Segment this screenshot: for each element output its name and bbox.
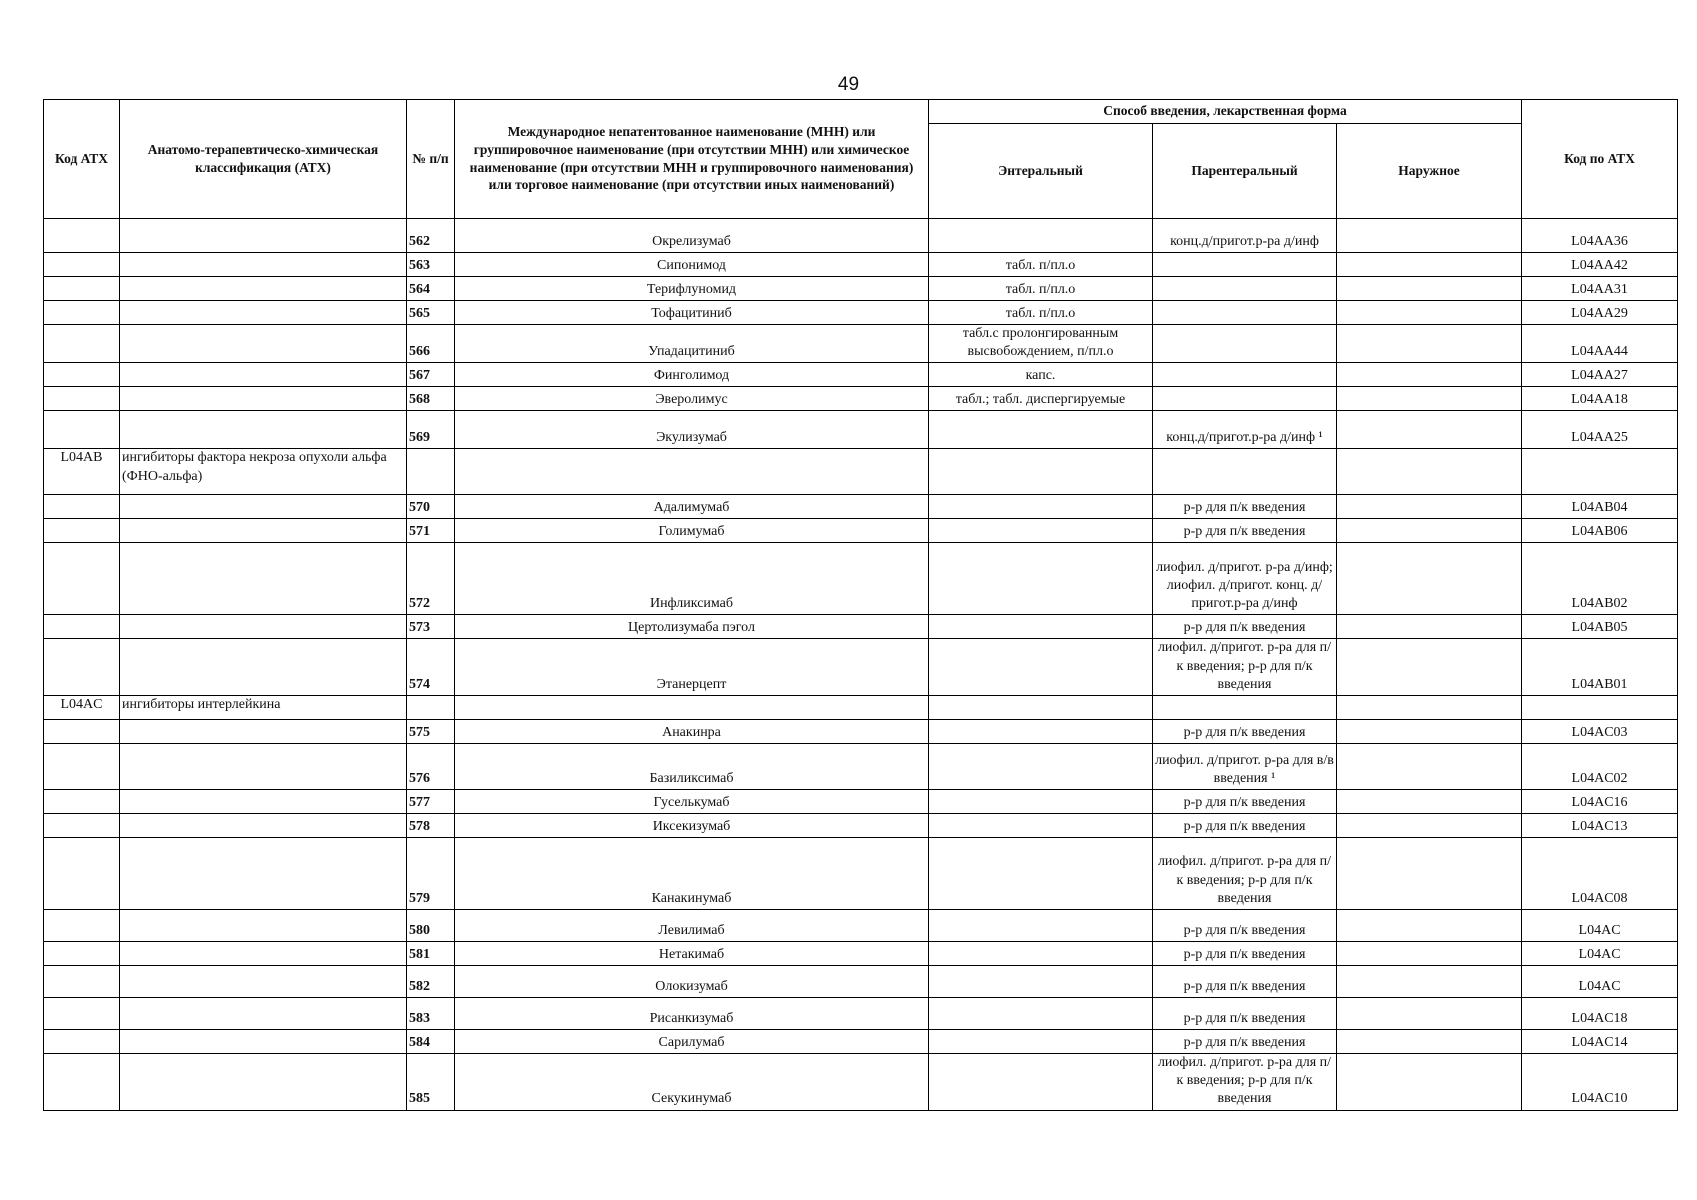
atx-group-code — [44, 639, 120, 696]
row-number: 579 — [407, 837, 455, 909]
enteral-form — [929, 449, 1153, 495]
atx-code: L04AC — [1522, 941, 1678, 965]
atx-group-name — [120, 363, 407, 387]
atx-group-name — [120, 615, 407, 639]
atx-code: L04AC02 — [1522, 743, 1678, 789]
atx-code: L04AB05 — [1522, 615, 1678, 639]
enteral-form — [929, 941, 1153, 965]
header-parenteral: Парентеральный — [1153, 124, 1337, 219]
enteral-form — [929, 519, 1153, 543]
enteral-form — [929, 1029, 1153, 1053]
external-form — [1337, 837, 1522, 909]
enteral-form — [929, 411, 1153, 449]
row-number: 562 — [407, 219, 455, 253]
external-form — [1337, 997, 1522, 1029]
external-form — [1337, 387, 1522, 411]
external-form — [1337, 615, 1522, 639]
row-number: 574 — [407, 639, 455, 696]
atx-code: L04AB04 — [1522, 495, 1678, 519]
parenteral-form — [1153, 363, 1337, 387]
row-number: 566 — [407, 325, 455, 363]
external-form — [1337, 219, 1522, 253]
parenteral-form: конц.д/пригот.р-ра д/инф ¹ — [1153, 411, 1337, 449]
drug-name: Эверолимус — [455, 387, 929, 411]
row-number: 569 — [407, 411, 455, 449]
external-form — [1337, 813, 1522, 837]
table-row — [44, 837, 1678, 909]
header-row-number: № п/п — [407, 100, 455, 219]
row-number: 567 — [407, 363, 455, 387]
enteral-form — [929, 813, 1153, 837]
drug-name — [455, 695, 929, 719]
header-atx-classification: Анатомо-терапевтическо-химическая классификация (АТХ) — [120, 100, 407, 219]
atx-group-name — [120, 639, 407, 696]
atx-code: L04AC13 — [1522, 813, 1678, 837]
parenteral-form — [1153, 695, 1337, 719]
drug-name: Окрелизумаб — [455, 219, 929, 253]
enteral-form: капс. — [929, 363, 1153, 387]
atx-group-name — [120, 519, 407, 543]
header-external: Наружное — [1337, 124, 1522, 219]
header-enteral: Энтеральный — [929, 124, 1153, 219]
drug-list-table — [43, 99, 1678, 1111]
atx-group-name — [120, 543, 407, 615]
table-row — [44, 639, 1678, 696]
external-form — [1337, 639, 1522, 696]
drug-name: Канакинумаб — [455, 837, 929, 909]
drug-name: Сипонимод — [455, 253, 929, 277]
row-number: 585 — [407, 1053, 455, 1110]
table-row — [44, 543, 1678, 615]
drug-name: Рисанкизумаб — [455, 997, 929, 1029]
parenteral-form: лиофил. д/пригот. р-ра для п/к введения; р-р для п/к введения — [1153, 837, 1337, 909]
atx-group-name — [120, 837, 407, 909]
atx-code: L04AA27 — [1522, 363, 1678, 387]
atx-code: L04AA42 — [1522, 253, 1678, 277]
enteral-form — [929, 495, 1153, 519]
parenteral-form: лиофил. д/пригот. р-ра для в/в введения ¹ — [1153, 743, 1337, 789]
drug-name: Олокизумаб — [455, 965, 929, 997]
atx-group-name — [120, 387, 407, 411]
parenteral-form: р-р для п/к введения — [1153, 909, 1337, 941]
external-form — [1337, 909, 1522, 941]
drug-name: Голимумаб — [455, 519, 929, 543]
table-row — [44, 997, 1678, 1029]
atx-group-name — [120, 1053, 407, 1110]
row-number: 571 — [407, 519, 455, 543]
header-drug-name: Международное непатентованное наименование (МНН) или группировочное наименование (при отсутствии МНН) или химическое наименование (при отсутствии МНН и группировочного наименования) или торговое наименование (при отсутствии иных наименований) — [455, 100, 929, 219]
parenteral-form: р-р для п/к введения — [1153, 965, 1337, 997]
atx-group-code — [44, 997, 120, 1029]
table-row — [44, 941, 1678, 965]
atx-group-name — [120, 325, 407, 363]
enteral-form — [929, 639, 1153, 696]
parenteral-form: р-р для п/к введения — [1153, 941, 1337, 965]
atx-group-code — [44, 941, 120, 965]
drug-name: Адалимумаб — [455, 495, 929, 519]
atx-group-code — [44, 813, 120, 837]
atx-code: L04AC — [1522, 965, 1678, 997]
atx-code: L04AC08 — [1522, 837, 1678, 909]
drug-name: Левилимаб — [455, 909, 929, 941]
enteral-form — [929, 615, 1153, 639]
table-row — [44, 387, 1678, 411]
drug-name: Терифлуномид — [455, 277, 929, 301]
atx-group-code — [44, 363, 120, 387]
atx-code: L04AA36 — [1522, 219, 1678, 253]
drug-name: Анакинра — [455, 719, 929, 743]
row-number: 572 — [407, 543, 455, 615]
atx-group-name — [120, 997, 407, 1029]
enteral-form — [929, 695, 1153, 719]
table-row — [44, 909, 1678, 941]
atx-group-code — [44, 543, 120, 615]
drug-name: Упадацитиниб — [455, 325, 929, 363]
external-form — [1337, 743, 1522, 789]
enteral-form: табл. п/пл.о — [929, 277, 1153, 301]
drug-name — [455, 449, 929, 495]
row-number: 564 — [407, 277, 455, 301]
atx-group-name — [120, 813, 407, 837]
parenteral-form — [1153, 449, 1337, 495]
table-row — [44, 789, 1678, 813]
atx-group-code — [44, 743, 120, 789]
external-form — [1337, 543, 1522, 615]
drug-name: Иксекизумаб — [455, 813, 929, 837]
atx-code: L04AC18 — [1522, 997, 1678, 1029]
parenteral-form: р-р для п/к введения — [1153, 1029, 1337, 1053]
external-form — [1337, 449, 1522, 495]
atx-group-name — [120, 411, 407, 449]
atx-group-name — [120, 301, 407, 325]
enteral-form — [929, 719, 1153, 743]
external-form — [1337, 1053, 1522, 1110]
atx-group-code — [44, 719, 120, 743]
atx-code: L04AC — [1522, 909, 1678, 941]
atx-code: L04AC14 — [1522, 1029, 1678, 1053]
atx-group-code — [44, 301, 120, 325]
enteral-form: табл. п/пл.о — [929, 253, 1153, 277]
table-row — [44, 325, 1678, 363]
external-form — [1337, 301, 1522, 325]
parenteral-form: лиофил. д/пригот. р-ра для п/к введения; р-р для п/к введения — [1153, 1053, 1337, 1110]
table-row — [44, 363, 1678, 387]
enteral-form — [929, 743, 1153, 789]
external-form — [1337, 519, 1522, 543]
parenteral-form: р-р для п/к введения — [1153, 615, 1337, 639]
drug-name: Инфликсимаб — [455, 543, 929, 615]
atx-group-code — [44, 909, 120, 941]
table-header — [44, 100, 1678, 219]
parenteral-form — [1153, 277, 1337, 301]
atx-group-name — [120, 719, 407, 743]
external-form — [1337, 789, 1522, 813]
table-body — [44, 219, 1678, 1111]
table-row — [44, 449, 1678, 495]
parenteral-form: р-р для п/к введения — [1153, 813, 1337, 837]
parenteral-form — [1153, 253, 1337, 277]
table-row — [44, 719, 1678, 743]
atx-group-name — [120, 1029, 407, 1053]
drug-name: Тофацитиниб — [455, 301, 929, 325]
parenteral-form: р-р для п/к введения — [1153, 519, 1337, 543]
table-row — [44, 495, 1678, 519]
atx-code: L04AC10 — [1522, 1053, 1678, 1110]
parenteral-form — [1153, 325, 1337, 363]
atx-group-name — [120, 789, 407, 813]
atx-code: L04AA44 — [1522, 325, 1678, 363]
table-row — [44, 743, 1678, 789]
enteral-form — [929, 909, 1153, 941]
atx-group-code — [44, 519, 120, 543]
parenteral-form: лиофил. д/пригот. р-ра д/инф; лиофил. д/пригот. конц. д/пригот.р-ра д/инф — [1153, 543, 1337, 615]
table-row — [44, 1029, 1678, 1053]
parenteral-form: р-р для п/к введения — [1153, 495, 1337, 519]
atx-group-name — [120, 219, 407, 253]
row-number: 563 — [407, 253, 455, 277]
atx-code: L04AC03 — [1522, 719, 1678, 743]
row-number — [407, 449, 455, 495]
row-number: 577 — [407, 789, 455, 813]
parenteral-form — [1153, 387, 1337, 411]
table-row — [44, 277, 1678, 301]
enteral-form — [929, 219, 1153, 253]
atx-group-code — [44, 325, 120, 363]
enteral-form — [929, 789, 1153, 813]
external-form — [1337, 941, 1522, 965]
drug-name: Экулизумаб — [455, 411, 929, 449]
atx-group-code — [44, 837, 120, 909]
drug-name: Секукинумаб — [455, 1053, 929, 1110]
external-form — [1337, 495, 1522, 519]
parenteral-form: р-р для п/к введения — [1153, 719, 1337, 743]
atx-code — [1522, 449, 1678, 495]
row-number: 565 — [407, 301, 455, 325]
atx-group-name — [120, 495, 407, 519]
atx-group-code — [44, 789, 120, 813]
atx-group-code — [44, 277, 120, 301]
enteral-form — [929, 837, 1153, 909]
table-row — [44, 695, 1678, 719]
atx-group-code — [44, 411, 120, 449]
external-form — [1337, 363, 1522, 387]
enteral-form — [929, 965, 1153, 997]
atx-group-name: ингибиторы фактора некроза опухоли альфа (ФНО-альфа) — [120, 449, 407, 495]
table-row — [44, 615, 1678, 639]
parenteral-form: р-р для п/к введения — [1153, 789, 1337, 813]
row-number: 583 — [407, 997, 455, 1029]
table-row — [44, 813, 1678, 837]
row-number: 584 — [407, 1029, 455, 1053]
atx-group-name — [120, 965, 407, 997]
row-number: 578 — [407, 813, 455, 837]
external-form — [1337, 719, 1522, 743]
row-number: 575 — [407, 719, 455, 743]
table-row — [44, 219, 1678, 253]
header-atx-code-right: Код по АТХ — [1522, 100, 1678, 219]
row-number: 581 — [407, 941, 455, 965]
page-number: 49 — [837, 74, 860, 95]
drug-name: Гуселькумаб — [455, 789, 929, 813]
atx-group-code — [44, 965, 120, 997]
atx-code: L04AB06 — [1522, 519, 1678, 543]
atx-group-name — [120, 941, 407, 965]
atx-group-code — [44, 615, 120, 639]
atx-code: L04AB02 — [1522, 543, 1678, 615]
atx-code: L04AC16 — [1522, 789, 1678, 813]
row-number: 576 — [407, 743, 455, 789]
drug-name: Нетакимаб — [455, 941, 929, 965]
header-administration-route: Способ введения, лекарственная форма — [929, 100, 1522, 124]
parenteral-form: лиофил. д/пригот. р-ра для п/к введения; р-р для п/к введения — [1153, 639, 1337, 696]
atx-group-name: ингибиторы интерлейкина — [120, 695, 407, 719]
row-number — [407, 695, 455, 719]
row-number: 580 — [407, 909, 455, 941]
table-row — [44, 411, 1678, 449]
atx-code: L04AA29 — [1522, 301, 1678, 325]
external-form — [1337, 253, 1522, 277]
drug-name: Базиликсимаб — [455, 743, 929, 789]
atx-group-name — [120, 253, 407, 277]
atx-group-code — [44, 1053, 120, 1110]
drug-name: Финголимод — [455, 363, 929, 387]
enteral-form: табл.; табл. диспергируемые — [929, 387, 1153, 411]
atx-code: L04AA25 — [1522, 411, 1678, 449]
table-row — [44, 253, 1678, 277]
header-atx-code: Код АТХ — [44, 100, 120, 219]
atx-group-name — [120, 743, 407, 789]
parenteral-form: конц.д/пригот.р-ра д/инф — [1153, 219, 1337, 253]
atx-group-code — [44, 387, 120, 411]
atx-group-code: L04AB — [44, 449, 120, 495]
atx-group-code — [44, 219, 120, 253]
enteral-form — [929, 997, 1153, 1029]
atx-code: L04AA31 — [1522, 277, 1678, 301]
atx-group-code: L04AC — [44, 695, 120, 719]
enteral-form: табл.с пролонгированным высвобождением, п/пл.о — [929, 325, 1153, 363]
atx-code: L04AA18 — [1522, 387, 1678, 411]
atx-code: L04AB01 — [1522, 639, 1678, 696]
atx-group-name — [120, 277, 407, 301]
external-form — [1337, 411, 1522, 449]
parenteral-form — [1153, 301, 1337, 325]
drug-name: Сарилумаб — [455, 1029, 929, 1053]
atx-code — [1522, 695, 1678, 719]
external-form — [1337, 695, 1522, 719]
drug-name: Этанерцепт — [455, 639, 929, 696]
atx-group-code — [44, 253, 120, 277]
row-number: 570 — [407, 495, 455, 519]
table-row — [44, 301, 1678, 325]
enteral-form: табл. п/пл.о — [929, 301, 1153, 325]
atx-group-code — [44, 1029, 120, 1053]
table-row — [44, 519, 1678, 543]
atx-group-code — [44, 495, 120, 519]
external-form — [1337, 325, 1522, 363]
external-form — [1337, 277, 1522, 301]
enteral-form — [929, 543, 1153, 615]
atx-group-name — [120, 909, 407, 941]
drug-name: Цертолизумаба пэгол — [455, 615, 929, 639]
enteral-form — [929, 1053, 1153, 1110]
external-form — [1337, 1029, 1522, 1053]
external-form — [1337, 965, 1522, 997]
parenteral-form: р-р для п/к введения — [1153, 997, 1337, 1029]
row-number: 582 — [407, 965, 455, 997]
row-number: 568 — [407, 387, 455, 411]
row-number: 573 — [407, 615, 455, 639]
table-row — [44, 1053, 1678, 1110]
table-row — [44, 965, 1678, 997]
